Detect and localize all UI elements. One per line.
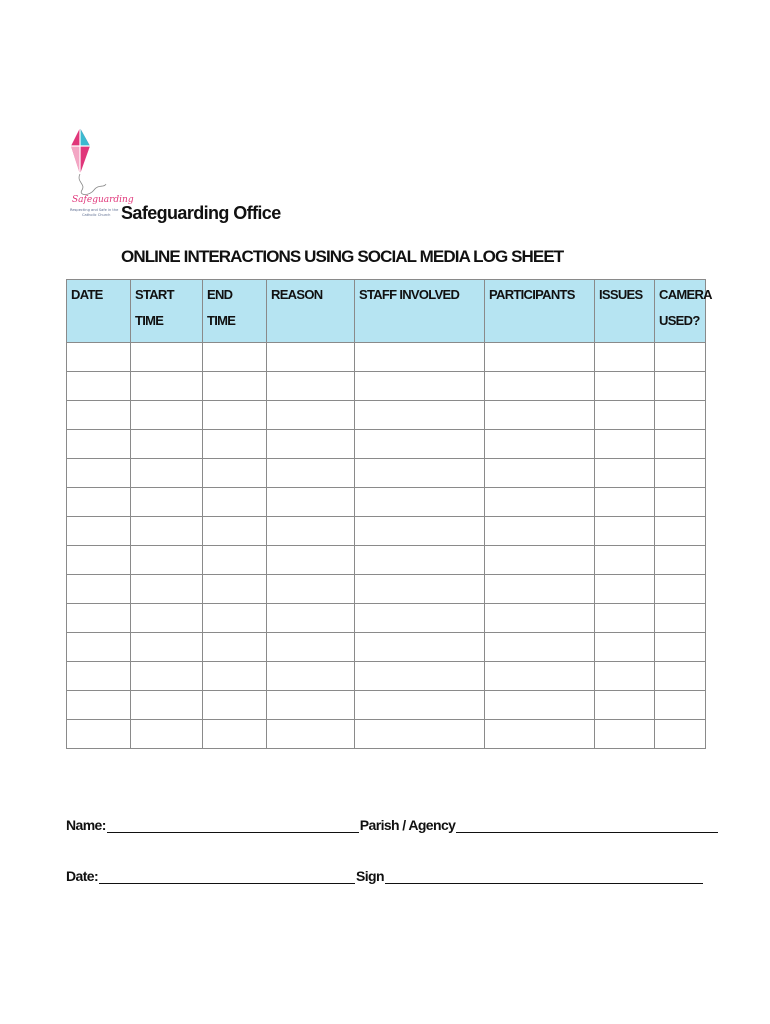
table-cell[interactable]: [355, 430, 485, 459]
table-cell[interactable]: [655, 575, 706, 604]
sheet-title: ONLINE INTERACTIONS USING SOCIAL MEDIA LOG SHEET: [121, 247, 564, 266]
sign-field[interactable]: [385, 869, 703, 884]
table-cell[interactable]: [203, 662, 267, 691]
table-cell[interactable]: [355, 372, 485, 401]
table-cell[interactable]: [267, 575, 355, 604]
table-cell[interactable]: [67, 430, 131, 459]
table-cell[interactable]: [203, 372, 267, 401]
date-label: Date:: [66, 868, 99, 884]
table-cell[interactable]: [131, 691, 203, 720]
table-cell[interactable]: [595, 401, 655, 430]
table-cell[interactable]: [655, 343, 706, 372]
table-cell[interactable]: [655, 720, 706, 749]
table-cell[interactable]: [655, 662, 706, 691]
table-cell[interactable]: [203, 401, 267, 430]
table-cell[interactable]: [355, 604, 485, 633]
table-cell[interactable]: [355, 633, 485, 662]
table-cell[interactable]: [203, 488, 267, 517]
date-sign-row: [66, 868, 704, 884]
log-table-body: [67, 343, 706, 749]
table-row: [67, 633, 706, 662]
table-cell[interactable]: [131, 633, 203, 662]
table-cell[interactable]: [655, 633, 706, 662]
table-cell[interactable]: [355, 546, 485, 575]
table-cell[interactable]: [131, 662, 203, 691]
table-cell[interactable]: [595, 662, 655, 691]
table-cell[interactable]: [655, 546, 706, 575]
table-cell[interactable]: [485, 372, 595, 401]
table-cell[interactable]: [267, 546, 355, 575]
table-cell[interactable]: [131, 720, 203, 749]
table-cell[interactable]: [485, 459, 595, 488]
table-cell[interactable]: [655, 517, 706, 546]
table-cell[interactable]: [267, 604, 355, 633]
table-cell[interactable]: [485, 343, 595, 372]
table-cell[interactable]: [67, 604, 131, 633]
table-cell[interactable]: [355, 720, 485, 749]
table-cell[interactable]: [203, 604, 267, 633]
table-cell[interactable]: [67, 372, 131, 401]
svg-text:Respecting and Safe in the: Respecting and Safe in the: [70, 208, 119, 212]
table-cell[interactable]: [595, 575, 655, 604]
table-cell[interactable]: [485, 575, 595, 604]
column-header-staff-involved: STAFF INVOLVED: [355, 280, 485, 343]
table-row: [67, 430, 706, 459]
table-row: [67, 662, 706, 691]
parish-agency-label: Parish / Agency: [359, 817, 456, 833]
table-cell[interactable]: [595, 720, 655, 749]
table-cell[interactable]: [595, 343, 655, 372]
table-cell[interactable]: [485, 662, 595, 691]
table-cell[interactable]: [67, 633, 131, 662]
table-cell[interactable]: [131, 459, 203, 488]
table-cell[interactable]: [203, 459, 267, 488]
table-header-row: [67, 280, 706, 343]
table-cell[interactable]: [131, 517, 203, 546]
table-row: [67, 517, 706, 546]
office-title: Safeguarding Office: [121, 203, 281, 223]
table-cell[interactable]: [67, 546, 131, 575]
table-cell[interactable]: [203, 575, 267, 604]
table-cell[interactable]: [203, 691, 267, 720]
column-header-date: DATE: [67, 280, 131, 343]
table-row: [67, 343, 706, 372]
table-cell[interactable]: [485, 720, 595, 749]
table-cell[interactable]: [595, 633, 655, 662]
table-cell[interactable]: [267, 691, 355, 720]
column-header-issues: ISSUES: [595, 280, 655, 343]
table-cell[interactable]: [595, 517, 655, 546]
column-header-reason: REASON: [267, 280, 355, 343]
table-cell[interactable]: [203, 546, 267, 575]
table-cell[interactable]: [655, 401, 706, 430]
table-cell[interactable]: [485, 633, 595, 662]
table-row: [67, 720, 706, 749]
table-cell[interactable]: [655, 604, 706, 633]
table-cell[interactable]: [67, 488, 131, 517]
table-cell[interactable]: [267, 517, 355, 546]
table-cell[interactable]: [485, 546, 595, 575]
table-cell[interactable]: [355, 459, 485, 488]
table-cell[interactable]: [67, 343, 131, 372]
table-cell[interactable]: [595, 430, 655, 459]
table-cell[interactable]: [655, 691, 706, 720]
table-row: [67, 691, 706, 720]
name-label: Name:: [66, 817, 106, 833]
table-cell[interactable]: [67, 401, 131, 430]
table-row: [67, 546, 706, 575]
table-cell[interactable]: [595, 691, 655, 720]
table-row: [67, 604, 706, 633]
table-cell[interactable]: [267, 372, 355, 401]
table-cell[interactable]: [131, 401, 203, 430]
sign-label: Sign: [356, 868, 384, 884]
table-cell[interactable]: [267, 401, 355, 430]
table-cell[interactable]: [355, 517, 485, 546]
table-cell[interactable]: [203, 633, 267, 662]
table-cell[interactable]: [655, 372, 706, 401]
table-row: [67, 488, 706, 517]
table-cell[interactable]: [355, 488, 485, 517]
column-header-start-time: START TIME: [131, 280, 203, 343]
table-cell[interactable]: [203, 720, 267, 749]
table-cell[interactable]: [595, 459, 655, 488]
table-cell[interactable]: [131, 430, 203, 459]
table-row: [67, 401, 706, 430]
table-cell[interactable]: [655, 459, 706, 488]
table-cell[interactable]: [655, 488, 706, 517]
table-cell[interactable]: [355, 343, 485, 372]
table-cell[interactable]: [485, 517, 595, 546]
table-cell[interactable]: [485, 488, 595, 517]
svg-text:Safeguarding: Safeguarding: [72, 195, 134, 205]
table-cell[interactable]: [131, 372, 203, 401]
table-cell[interactable]: [485, 604, 595, 633]
table-cell[interactable]: [203, 517, 267, 546]
table-cell[interactable]: [267, 430, 355, 459]
table-cell[interactable]: [131, 604, 203, 633]
table-cell[interactable]: [595, 488, 655, 517]
table-cell[interactable]: [485, 401, 595, 430]
name-parish-row: [66, 817, 719, 833]
table-cell[interactable]: [485, 430, 595, 459]
svg-text:Catholic Church: Catholic Church: [82, 213, 111, 217]
table-cell[interactable]: [267, 633, 355, 662]
table-cell[interactable]: [67, 575, 131, 604]
column-header-camera-used: CAMERA USED?: [655, 280, 706, 343]
table-cell[interactable]: [355, 662, 485, 691]
table-cell[interactable]: [203, 430, 267, 459]
table-cell[interactable]: [203, 343, 267, 372]
name-field[interactable]: [107, 818, 359, 833]
date-field[interactable]: [99, 869, 355, 884]
table-cell[interactable]: [355, 401, 485, 430]
table-cell[interactable]: [67, 459, 131, 488]
table-cell[interactable]: [655, 430, 706, 459]
table-cell[interactable]: [267, 459, 355, 488]
table-cell[interactable]: [355, 575, 485, 604]
table-cell[interactable]: [67, 720, 131, 749]
column-header-participants: PARTICIPANTS: [485, 280, 595, 343]
table-cell[interactable]: [131, 343, 203, 372]
table-cell[interactable]: [267, 720, 355, 749]
table-cell[interactable]: [131, 546, 203, 575]
table-cell[interactable]: [595, 372, 655, 401]
table-cell[interactable]: [485, 691, 595, 720]
log-table: [66, 279, 712, 749]
safeguarding-logo: [60, 126, 134, 222]
table-cell[interactable]: [355, 691, 485, 720]
table-row: [67, 372, 706, 401]
table-cell[interactable]: [131, 488, 203, 517]
column-header-end-time: END TIME: [203, 280, 267, 343]
table-cell[interactable]: [67, 517, 131, 546]
table-cell[interactable]: [267, 662, 355, 691]
table-cell[interactable]: [267, 343, 355, 372]
parish-agency-field[interactable]: [456, 818, 718, 833]
table-cell[interactable]: [595, 604, 655, 633]
table-cell[interactable]: [67, 691, 131, 720]
table-cell[interactable]: [267, 488, 355, 517]
table-cell[interactable]: [131, 575, 203, 604]
table-row: [67, 575, 706, 604]
table-cell[interactable]: [67, 662, 131, 691]
table-cell[interactable]: [595, 546, 655, 575]
table-row: [67, 459, 706, 488]
